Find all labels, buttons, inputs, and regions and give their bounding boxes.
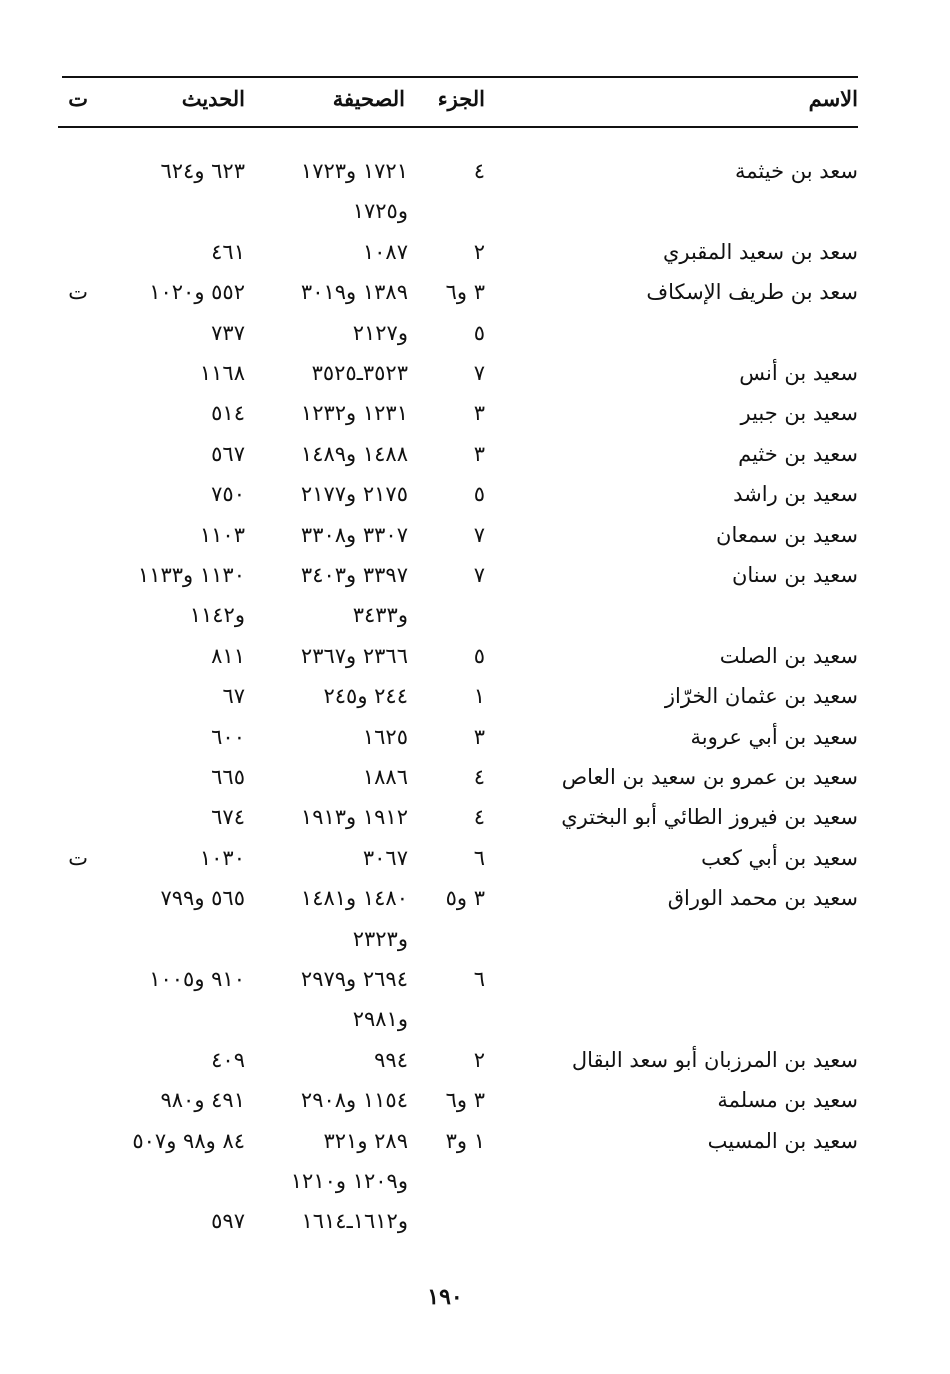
entry-hadith: ١١٠٣ — [199, 522, 245, 547]
entry-volume: ٧ — [473, 563, 485, 587]
entry-page: ١١٥٤ و٢٩٠٨ — [300, 1088, 408, 1113]
entry-volume: ٣ — [473, 441, 485, 466]
entry-page: و١٦١٢ـ١٦١٤ — [301, 1209, 408, 1234]
entry-name: سعيد بن محمد الوراق — [667, 886, 858, 911]
header-bottom-rule — [58, 126, 858, 128]
header-mark: ت — [68, 86, 88, 111]
entry-volume: ٤ — [473, 765, 485, 789]
entry-volume: ٤ — [473, 805, 485, 830]
entry-hadith: ٨٤ و٩٨ و٥٠٧ — [132, 1128, 245, 1153]
entry-name: سعيد بن أبي عروبة — [690, 724, 858, 749]
entry-page: ٢٣٦٦ و٢٣٦٧ — [300, 643, 408, 668]
entry-name: سعيد بن سنان — [731, 563, 858, 587]
entry-volume: ٦ — [473, 967, 485, 991]
entry-hadith: ٥٦٧ — [211, 441, 245, 466]
header-top-rule — [62, 76, 858, 78]
entry-volume: ٥ — [473, 643, 485, 668]
header-page: الصحيفة — [332, 86, 405, 111]
entry-volume: ٥ — [473, 482, 485, 507]
entry-name: سعيد بن الصلت — [719, 643, 858, 668]
entry-name: سعيد بن عثمان الخرّاز — [664, 684, 858, 709]
entry-hadith: ١١٦٨ — [199, 361, 245, 385]
entry-page: و٢١٢٧ — [352, 320, 408, 345]
entry-name: سعيد بن فيروز الطائي أبو البختري — [561, 805, 858, 830]
entry-hadith: ٦٧ — [222, 684, 245, 709]
entry-name: سعيد بن المرزبان أبو سعد البقال — [571, 1047, 858, 1072]
entry-mark: ت — [68, 845, 88, 870]
entry-page: ٢٤٤ و٢٤٥ — [323, 684, 408, 709]
entry-hadith: ٥٦٥ و٧٩٩ — [160, 886, 245, 911]
header-hadith: الحديث — [181, 86, 245, 111]
entry-volume: ٤ — [473, 159, 485, 183]
entry-hadith: ٩١٠ و١٠٠٥ — [149, 967, 245, 991]
entry-name: سعيد بن مسلمة — [717, 1088, 858, 1113]
entry-hadith: ٤٦١ — [211, 239, 245, 264]
entry-hadith: ٧٣٧ — [211, 320, 245, 345]
entry-name: سعيد بن عمرو بن سعيد بن العاص — [561, 765, 858, 789]
entry-page: ١٤٨٠ و١٤٨١ — [300, 886, 408, 911]
entry-volume: ٢ — [473, 239, 485, 264]
entry-name: سعيد بن خثيم — [738, 441, 858, 466]
entry-page: ١٢٣١ و١٢٣٢ — [300, 401, 408, 426]
entry-hadith: ٨١١ — [211, 643, 245, 668]
entry-volume: ١ و٣ — [445, 1128, 485, 1153]
entry-name: سعد بن سعيد المقبري — [662, 239, 858, 264]
entry-page: و٣٤٣٣ — [352, 603, 408, 628]
entry-volume: ٣ — [473, 401, 485, 426]
entry-page: ١٧٢١ و١٧٢٣ — [300, 159, 408, 183]
entry-volume: ٣ و٦ — [445, 280, 485, 305]
entry-page: ١٨٨٦ — [362, 765, 408, 789]
entry-page: ١٤٨٨ و١٤٨٩ — [300, 441, 408, 466]
entry-page: ١٩١٢ و١٩١٣ — [300, 805, 408, 830]
entry-volume: ٢ — [473, 1047, 485, 1072]
entry-hadith: ٥٩٧ — [211, 1209, 245, 1234]
entry-page: ٣٥٢٣ـ٣٥٢٥ — [311, 361, 408, 385]
entry-name: سعيد بن جبير — [740, 401, 858, 426]
entry-hadith: ٦٧٤ — [211, 805, 245, 830]
entry-hadith: ١٠٣٠ — [199, 845, 245, 870]
entry-hadith: ٥٥٢ و١٠٢٠ — [149, 280, 245, 305]
entry-name: سعيد بن المسيب — [707, 1128, 858, 1153]
entry-volume: ٣ و٦ — [445, 1088, 485, 1113]
entry-volume: ٦ — [473, 845, 485, 870]
entry-hadith: ٦٠٠ — [211, 724, 245, 749]
entry-page: و١٢٠٩ و١٢١٠ — [290, 1169, 408, 1193]
entry-hadith: ٥١٤ — [211, 401, 245, 426]
entry-volume: ١ — [473, 684, 485, 709]
entry-hadith: و١١٤٢ — [189, 603, 245, 628]
entry-page: و١٧٢٥ — [352, 199, 408, 224]
entry-mark: ت — [68, 280, 88, 305]
entry-name: سعد بن خيثمة — [735, 159, 858, 183]
entry-page: ٢٨٩ و٣٢١ — [323, 1128, 408, 1153]
entry-page: و٢٩٨١ — [352, 1007, 408, 1032]
header-volume: الجزء — [437, 86, 485, 111]
entry-name: سعيد بن راشد — [733, 482, 858, 507]
entry-hadith: ٧٥٠ — [211, 482, 245, 507]
entry-page: ٣٠٦٧ — [362, 845, 408, 870]
entry-hadith: ٤٩١ و٩٨٠ — [160, 1088, 245, 1113]
entry-page: ١٦٢٥ — [362, 724, 408, 749]
entry-page: ٢٦٩٤ و٢٩٧٩ — [300, 967, 408, 991]
entry-name: سعيد بن أبي كعب — [701, 845, 858, 870]
entry-name: سعد بن طريف الإسكاف — [646, 280, 858, 305]
entry-volume: ٧ — [473, 522, 485, 547]
entry-hadith: ٤٠٩ — [211, 1047, 245, 1072]
entry-hadith: ٦٢٣ و٦٢٤ — [160, 159, 245, 183]
entry-page: ٩٩٤ — [374, 1047, 408, 1072]
entry-name: سعيد بن أنس — [739, 361, 858, 385]
entry-name: سعيد بن سمعان — [716, 522, 858, 547]
entry-page: ١٠٨٧ — [362, 239, 408, 264]
entry-page: ٣٣٩٧ و٣٤٠٣ — [300, 563, 408, 587]
entry-volume: ٧ — [473, 361, 485, 385]
entry-hadith: ٦٦٥ — [211, 765, 245, 789]
entry-page: ١٣٨٩ و٣٠١٩ — [300, 280, 408, 305]
entry-page: و٢٣٢٣ — [352, 926, 408, 951]
entry-volume: ٥ — [473, 320, 485, 345]
entry-volume: ٣ — [473, 724, 485, 749]
entry-volume: ٣ و٥ — [445, 886, 485, 911]
page-number: ١٩٠ — [427, 1284, 463, 1310]
entry-hadith: ١١٣٠ و١١٣٣ — [137, 563, 245, 587]
entry-page: ٣٣٠٧ و٣٣٠٨ — [300, 522, 408, 547]
entry-page: ٢١٧٥ و٢١٧٧ — [300, 482, 408, 507]
header-name: الاسم — [808, 86, 858, 111]
